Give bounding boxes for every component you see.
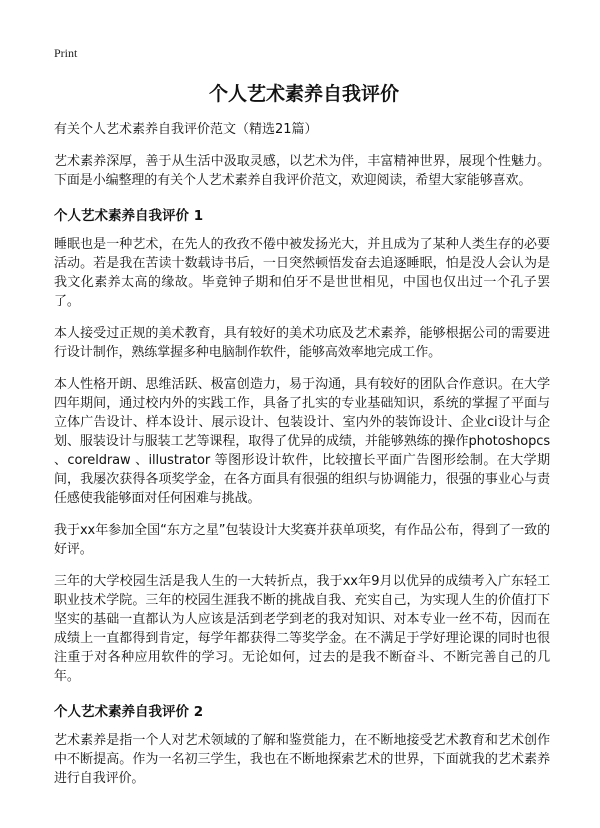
section-1-paragraph-1: 睡眠也是一种艺术，在先人的孜孜不倦中被发扬光大，并且成为了某种人类生存的必要活动。若是我在苦读十数载诗书后，一日突然顿悟发奋去追逐睡眠，怕是没人会认为是我文化素养太高的缘故。毕竟钟子期和伯牙不是世世相见，中国也仅出过一个孔子罢了。 bbox=[54, 237, 550, 309]
section-1-paragraph-3: 本人性格开朗、思维活跃、极富创造力，易于沟通，具有较好的团队合作意识。在大学四年期间，通过校内外的实践工作，具备了扎实的专业基础知识，系统的掌握了平面与立体广告设计、样本设计、展示设计、包装设计、室内外的装饰设计、企业ci设计与企划、服装设计与服装工艺等课程，取得了优异的成绩，并能够熟练的操作photoshopcs 、coreldraw 、illustrator 等图形设计软件，比较擅长平面广告图形绘制。在大学期间，我屡次获得各项奖学金，在各方面具有很强的组织与协调能力，很强的事业心与责任感使我能够面对任何困难与挑战。 bbox=[54, 377, 550, 506]
section-2-paragraph-1: 艺术素养是指一个人对艺术领域的了解和鉴赏能力，在不断地接受艺术教育和艺术创作中不断提高。作为一名初三学生，我也在不断地探索艺术的世界，下面就我的艺术素养进行自我评价。 bbox=[54, 733, 550, 786]
document-body bbox=[54, 120, 550, 801]
section-1-paragraph-5: 三年的大学校园生活是我人生的一大转折点，我于xx年9月以优异的成绩考入广东轻工职业技术学院。三年的校园生涯我不断的挑战自我、充实自己，为实现人生的价值打下坚实的基础一直都认为人应该是活到老学到老的我对知识、对本专业一丝不苟，因而在成绩上一直都得到肯定，每学年都获得二等奖学金。在不满足于学好理论课的同时也很注重于对各种应用软件的学习。无论如何，过去的是我不断奋斗、不断完善自己的几年。 bbox=[54, 574, 550, 684]
print-link[interactable]: Print bbox=[54, 46, 78, 60]
section-heading-1: 个人艺术素养自我评价 1 bbox=[54, 208, 204, 224]
section-1-paragraph-4: 我于xx年参加全国“东方之星”包装设计大奖赛并获单项奖，有作品公布，得到了一致的好评。 bbox=[54, 523, 550, 557]
section-1-paragraph-2: 本人接受过正规的美术教育，具有较好的美术功底及艺术素养，能够根据公司的需要进行设计制作，熟练掌握多种电脑制作软件，能够高效率地完成工作。 bbox=[54, 326, 550, 360]
article-subtitle: 有关个人艺术素养自我评价范文（精选21篇） bbox=[54, 122, 318, 137]
section-heading-2: 个人艺术素养自我评价 2 bbox=[54, 704, 204, 720]
intro-paragraph: 艺术素养深厚，善于从生活中汲取灵感，以艺术为伴，丰富精神世界，展现个性魅力。下面是小编整理的有关个人艺术素养自我评价范文，欢迎阅读，希望大家能够喜欢。 bbox=[54, 154, 550, 188]
page-title: 个人艺术素养自我评价 bbox=[208, 83, 399, 105]
